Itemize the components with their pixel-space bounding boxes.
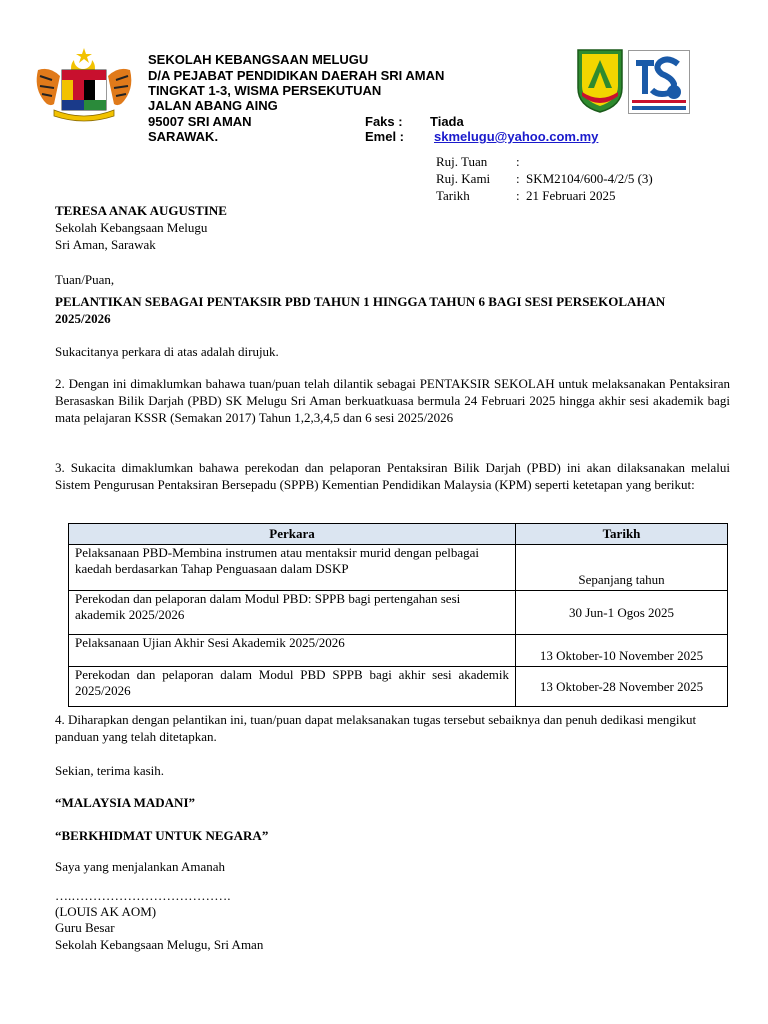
table-cell-tarikh: 13 Oktober-10 November 2025 bbox=[516, 635, 728, 667]
table-header-row bbox=[69, 524, 728, 545]
recipient-name: TERESA ANAK AUGUSTINE bbox=[55, 203, 227, 218]
fax-label: Faks : bbox=[365, 114, 403, 129]
table-cell-tarikh: Sepanjang tahun bbox=[516, 545, 728, 591]
ref-tuan bbox=[436, 153, 526, 170]
ts25-logo bbox=[628, 50, 690, 114]
coat-of-arms-logo bbox=[30, 46, 138, 122]
table-row bbox=[69, 635, 728, 667]
recipient-line-1: Sekolah Kebangsaan Melugu bbox=[55, 220, 208, 235]
ref-kami-colon: : bbox=[516, 171, 520, 186]
address-line-3: JALAN ABANG AING bbox=[148, 98, 278, 113]
signature-dots: ….………………………………. bbox=[55, 888, 231, 903]
address-line-2: TINGKAT 1-3, WISMA PERSEKUTUAN bbox=[148, 83, 382, 98]
address-line-1: D/A PEJABAT PENDIDIKAN DAERAH SRI AMAN bbox=[148, 68, 445, 83]
ref-kami-label: Ruj. Kami bbox=[436, 171, 491, 186]
salutation: Tuan/Puan, bbox=[55, 272, 115, 287]
paragraph-2: 2. Dengan ini dimaklumkan bahawa tuan/puan telah dilantik sebagai PENTAKSIR SEKOLAH untuk melaksanakan Pentaksiran Berasaskan Bilik Darjah (PBD) SK Melugu Sri Aman berkuatkuasa bermula 24 Februari 2025 hingga akhir sesi akademik bagi mata pelajaran KSSR (Semakan 2017) Tahun 1,2,3,4,5 dan 6 sesi 2025/2026 bbox=[55, 376, 730, 425]
table-cell-perkara: Perekodan dan pelaporan dalam Modul PBD SPPB bagi akhir sesi akademik 2025/2026 bbox=[69, 667, 516, 707]
fax-value: Tiada bbox=[430, 114, 464, 129]
table-cell-tarikh: 30 Jun-1 Ogos 2025 bbox=[516, 591, 728, 635]
signatory-school: Sekolah Kebangsaan Melugu, Sri Aman bbox=[55, 937, 264, 952]
table-cell-perkara: Pelaksanaan Ujian Akhir Sesi Akademik 2025/2026 bbox=[69, 635, 516, 667]
motto-berkhidmat: “BERKHIDMAT UNTUK NEGARA” bbox=[55, 828, 269, 843]
address-line-5: SARAWAK. bbox=[148, 129, 219, 144]
school-name: SEKOLAH KEBANGSAAN MELUGU bbox=[148, 52, 369, 67]
table-cell-perkara: Perekodan dan pelaporan dalam Modul PBD: SPPB bagi pertengahan sesi akademik 2025/2026 bbox=[69, 591, 516, 635]
table-row bbox=[69, 667, 728, 707]
address-line-4: 95007 SRI AMAN bbox=[148, 114, 252, 129]
table-header-tarikh: Tarikh bbox=[516, 524, 728, 545]
paragraph-4: 4. Diharapkan dengan pelantikan ini, tuan/puan dapat melaksanakan tugas tersebut sebaiknya dan penuh dedikasi mengikut panduan yang telah ditetapkan. bbox=[55, 712, 697, 744]
table-row bbox=[69, 591, 728, 635]
motto-malaysia-madani: “MALAYSIA MADANI” bbox=[55, 795, 196, 810]
schedule-table bbox=[68, 523, 728, 707]
amanah-line: Saya yang menjalankan Amanah bbox=[55, 859, 226, 874]
ref-tuan-label: Ruj. Tuan bbox=[436, 154, 488, 169]
email-label: Emel : bbox=[365, 129, 405, 144]
ref-tarikh bbox=[436, 187, 616, 204]
table-cell-perkara: Pelaksanaan PBD-Membina instrumen atau mentaksir murid dengan pelbagai kaedah berdasarkan Tahap Penguasaan dalam DSKP bbox=[69, 545, 516, 591]
closing-line: Sekian, terima kasih. bbox=[55, 763, 165, 778]
school-badge-logo bbox=[574, 48, 626, 114]
recipient-line-2: Sri Aman, Sarawak bbox=[55, 237, 156, 252]
ref-tuan-colon: : bbox=[516, 154, 520, 169]
paragraph-1: Sukacitanya perkara di atas adalah dirujuk. bbox=[55, 344, 279, 359]
table-row bbox=[69, 545, 728, 591]
ref-tarikh-label: Tarikh bbox=[436, 188, 470, 203]
paragraph-3: 3. Sukacita dimaklumkan bahawa perekodan dan pelaporan Pentaksiran Bilik Darjah (PBD) ini akan dilaksanakan melalui Sistem Pengurusan Pentaksiran Bersepadu (SPPB) Kementian Pendidikan Malaysia (KPM) seperti ketetapan yang berikut: bbox=[55, 460, 730, 492]
table-cell-tarikh: 13 Oktober-28 November 2025 bbox=[516, 667, 728, 707]
ref-tarikh-value: 21 Februari 2025 bbox=[526, 188, 616, 203]
email-link[interactable]: skmelugu@yahoo.com.my bbox=[434, 129, 599, 144]
ref-tarikh-colon: : bbox=[516, 188, 520, 203]
subject-line: PELANTIKAN SEBAGAI PENTAKSIR PBD TAHUN 1 HINGGA TAHUN 6 BAGI SESI PERSEKOLAHAN 2025/2026 bbox=[55, 294, 666, 326]
ref-kami bbox=[436, 170, 653, 187]
signatory-name: (LOUIS AK AOM) bbox=[55, 904, 157, 919]
signatory-title: Guru Besar bbox=[55, 920, 115, 935]
table-header-perkara: Perkara bbox=[69, 524, 516, 545]
ref-kami-value: SKM2104/600-4/2/5 (3) bbox=[526, 171, 653, 186]
